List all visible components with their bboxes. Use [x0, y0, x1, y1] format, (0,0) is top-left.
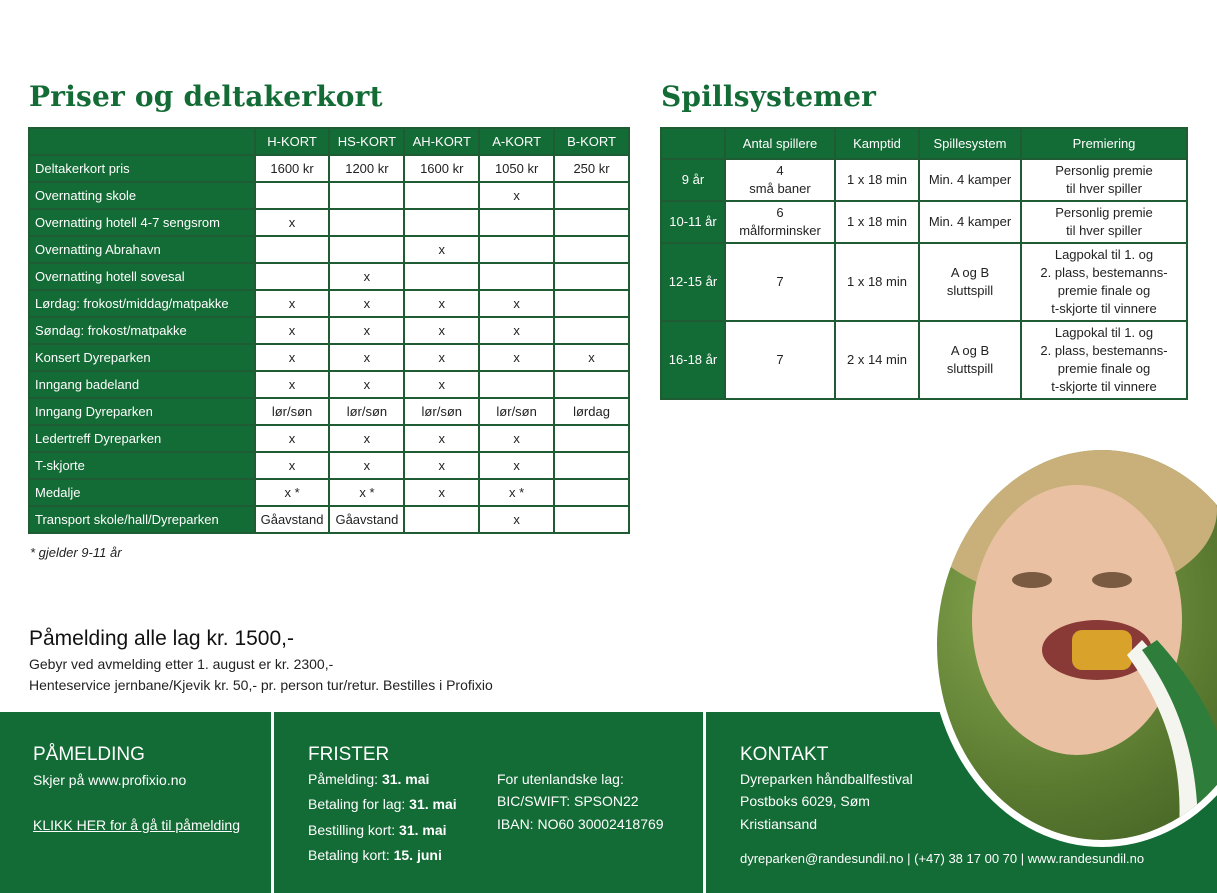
systems-col-players: Antal spillere [725, 128, 835, 159]
deadline-item [308, 796, 457, 812]
eye-left-shape [1012, 572, 1052, 588]
prices-cell: x [329, 290, 404, 317]
prize-cell [1021, 159, 1187, 201]
system-cell-line: sluttspill [946, 283, 994, 298]
prices-cell: x [329, 371, 404, 398]
prices-row-label: Inngang badeland [29, 371, 255, 398]
prices-cell: x [479, 452, 554, 479]
prices-cell: x [479, 425, 554, 452]
players-cell-line: målforminsker [739, 223, 821, 238]
photo-illustration [937, 450, 1217, 840]
prices-cell [554, 263, 629, 290]
prices-cell: 1200 kr [329, 155, 404, 182]
prize-cell-line: 2. plass, bestemanns- [1040, 265, 1168, 280]
prize-cell-line: Personlig premie [1055, 163, 1153, 178]
prices-cell: x [404, 479, 479, 506]
foreign-heading: For utenlandske lag: [497, 771, 624, 787]
prices-cell [554, 425, 629, 452]
prize-cell-line: til hver spiller [1066, 223, 1142, 238]
prices-row-label: Overnatting Abrahavn [29, 236, 255, 263]
prices-row-label: Konsert Dyreparken [29, 344, 255, 371]
systems-row-label: 12-15 år [661, 243, 725, 321]
prices-row [29, 209, 629, 236]
prices-cell: x [255, 317, 330, 344]
prices-cell: lør/søn [255, 398, 330, 425]
pamelding-heading: PÅMELDING [33, 744, 145, 765]
system-cell [919, 243, 1021, 321]
systems-table [660, 127, 1188, 400]
prices-cell: x [329, 263, 404, 290]
prices-cell [404, 263, 479, 290]
prices-cell [554, 209, 629, 236]
prize-cell-line: Lagpokal til 1. og [1054, 325, 1154, 340]
players-cell [725, 159, 835, 201]
players-cell-line: 7 [776, 352, 784, 367]
time-cell: 1 x 18 min [835, 243, 919, 321]
prices-cell: x [404, 290, 479, 317]
prices-cell: lør/søn [329, 398, 404, 425]
prices-cell: x [404, 317, 479, 344]
prices-row-label: Overnatting hotell 4-7 sengsrom [29, 209, 255, 236]
prices-row [29, 398, 629, 425]
prices-row [29, 236, 629, 263]
systems-row [661, 321, 1187, 399]
prices-header-empty [29, 128, 255, 155]
prices-cell [329, 182, 404, 209]
prices-col-a: A-KORT [479, 128, 554, 155]
kontakt-line-1: Dyreparken håndballfestival [740, 771, 913, 787]
prices-row [29, 290, 629, 317]
prices-cell: x [255, 290, 330, 317]
prices-cell [554, 182, 629, 209]
players-cell-line: 7 [776, 274, 784, 289]
prices-row [29, 425, 629, 452]
footer-divider [271, 712, 274, 893]
players-cell [725, 321, 835, 399]
prices-row [29, 155, 629, 182]
prices-cell: x [329, 425, 404, 452]
prices-row [29, 344, 629, 371]
prices-cell: 1050 kr [479, 155, 554, 182]
prices-row-label: Overnatting skole [29, 182, 255, 209]
systems-header-row [661, 128, 1187, 159]
deadline-date: 31. mai [399, 822, 447, 838]
prices-cell: x [255, 371, 330, 398]
prices-row-label: Søndag: frokost/matpakke [29, 317, 255, 344]
prices-cell: x [404, 452, 479, 479]
face-shape [972, 485, 1182, 755]
prices-cell [479, 371, 554, 398]
prices-title: Priser og deltakerkort [29, 80, 383, 113]
prices-row [29, 479, 629, 506]
prices-row-label: Transport skole/hall/Dyreparken [29, 506, 255, 533]
deadline-date: 15. juni [393, 847, 442, 863]
system-cell [919, 159, 1021, 201]
prices-row-label: Lørdag: frokost/middag/matpakke [29, 290, 255, 317]
prices-cell: x [404, 236, 479, 263]
prices-cell [479, 236, 554, 263]
prices-row-label: Overnatting hotell sovesal [29, 263, 255, 290]
prices-cell [554, 290, 629, 317]
system-cell-line: Min. 4 kamper [928, 214, 1012, 229]
time-cell: 1 x 18 min [835, 201, 919, 243]
kontakt-line-2: Postboks 6029, Søm [740, 793, 870, 809]
system-cell-line: Min. 4 kamper [928, 172, 1012, 187]
time-cell: 2 x 14 min [835, 321, 919, 399]
prices-row-label: T-skjorte [29, 452, 255, 479]
prices-cell [329, 236, 404, 263]
prices-cell: x * [479, 479, 554, 506]
prices-cell [479, 209, 554, 236]
systems-row [661, 243, 1187, 321]
deadline-label: Betaling kort: [308, 847, 394, 863]
system-cell-line: A og B [950, 343, 990, 358]
deadline-label: Bestilling kort: [308, 822, 400, 838]
prices-cell: 1600 kr [255, 155, 330, 182]
prices-cell: x [329, 452, 404, 479]
eye-right-shape [1092, 572, 1132, 588]
systems-row-label: 9 år [661, 159, 725, 201]
prices-col-b: B-KORT [554, 128, 629, 155]
systems-title: Spillsystemer [661, 80, 877, 113]
prices-cell [404, 182, 479, 209]
prices-cell: x [479, 317, 554, 344]
prize-cell-line: til hver spiller [1066, 181, 1142, 196]
prize-cell [1021, 243, 1187, 321]
prices-cell: Gåavstand [329, 506, 404, 533]
prices-cell: x [255, 452, 330, 479]
prices-col-ah: AH-KORT [404, 128, 479, 155]
systems-header-empty [661, 128, 725, 159]
players-cell-line: 4 [776, 163, 784, 178]
systems-col-prize: Premiering [1021, 128, 1187, 159]
systems-col-system: Spillesystem [919, 128, 1021, 159]
prices-cell: x [479, 290, 554, 317]
prices-cell [255, 236, 330, 263]
prize-cell-line: 2. plass, bestemanns- [1040, 343, 1168, 358]
systems-row-label: 16-18 år [661, 321, 725, 399]
registration-transport-text: Henteservice jernbane/Kjevik kr. 50,- pr. person tur/retur. Bestilles i Profixio [29, 677, 493, 693]
prices-row-label: Inngang Dyreparken [29, 398, 255, 425]
prices-cell: x [255, 344, 330, 371]
prize-cell-line: Lagpokal til 1. og [1054, 247, 1154, 262]
deadline-item [308, 822, 447, 838]
deadline-label: Påmelding: [308, 771, 382, 787]
players-cell-line: 6 [776, 205, 784, 220]
system-cell-line: sluttspill [946, 361, 994, 376]
time-cell: 1 x 18 min [835, 159, 919, 201]
prices-cell: x [404, 371, 479, 398]
prices-table [28, 127, 630, 534]
register-link[interactable]: KLIKK HER for å gå til påmelding [33, 817, 240, 833]
prices-row [29, 263, 629, 290]
prices-cell: lørdag [554, 398, 629, 425]
prices-cell [255, 263, 330, 290]
kontakt-heading: KONTAKT [740, 744, 829, 765]
prices-cell: Gåavstand [255, 506, 330, 533]
systems-row-label: 10-11 år [661, 201, 725, 243]
prices-cell [554, 452, 629, 479]
prices-row [29, 371, 629, 398]
systems-row [661, 159, 1187, 201]
prices-row [29, 182, 629, 209]
prices-cell: x [404, 425, 479, 452]
prices-cell: lør/søn [404, 398, 479, 425]
registration-fee-text: Gebyr ved avmelding etter 1. august er kr. 2300,- [29, 656, 334, 672]
iban-text: IBAN: NO60 30002418769 [497, 816, 664, 832]
kontakt-line-3: Kristiansand [740, 816, 818, 832]
prices-cell [404, 506, 479, 533]
prices-cell: 250 kr [554, 155, 629, 182]
prices-row-label: Ledertreff Dyreparken [29, 425, 255, 452]
pamelding-text: Skjer på www.profixio.no [33, 772, 187, 788]
systems-col-time: Kamptid [835, 128, 919, 159]
deadline-date: 31. mai [381, 771, 430, 787]
prices-cell [554, 317, 629, 344]
players-cell [725, 201, 835, 243]
prices-cell [404, 209, 479, 236]
prize-cell-line: premie finale og [1057, 283, 1151, 298]
prices-cell: x [255, 209, 330, 236]
bic-text: BIC/SWIFT: SPSON22 [497, 793, 639, 809]
prices-cell: x [329, 344, 404, 371]
prices-row-label: Medalje [29, 479, 255, 506]
prices-row [29, 506, 629, 533]
registration-title: Påmelding alle lag kr. 1500,- [29, 627, 294, 650]
system-cell [919, 321, 1021, 399]
prices-header-row [29, 128, 629, 155]
deadline-item [308, 847, 442, 863]
prize-cell-line: Personlig premie [1055, 205, 1153, 220]
prices-cell [479, 263, 554, 290]
prices-row [29, 452, 629, 479]
prices-cell: x [479, 344, 554, 371]
system-cell-line: A og B [950, 265, 990, 280]
prices-cell: x * [329, 479, 404, 506]
prices-cell: x [404, 344, 479, 371]
prices-footnote: * gjelder 9-11 år [30, 545, 122, 560]
contact-info: dyreparken@randesundil.no | (+47) 38 17 00 70 | www.randesundil.no [740, 851, 1145, 866]
prize-cell [1021, 321, 1187, 399]
players-cell-line: små baner [749, 181, 811, 196]
frister-heading: FRISTER [308, 744, 390, 765]
prices-col-h: H-KORT [255, 128, 330, 155]
prices-cell: x [255, 425, 330, 452]
prices-cell [554, 479, 629, 506]
players-cell [725, 243, 835, 321]
prize-cell-line: t-skjorte til vinnere [1051, 379, 1157, 394]
medal-shape [1072, 630, 1132, 670]
prize-cell [1021, 201, 1187, 243]
prices-cell [329, 209, 404, 236]
prices-cell: lør/søn [479, 398, 554, 425]
prices-cell: x [479, 506, 554, 533]
prices-cell [554, 236, 629, 263]
prize-cell-line: premie finale og [1057, 361, 1151, 376]
prices-cell [554, 506, 629, 533]
prices-cell: x [554, 344, 629, 371]
prices-row-label: Deltakerkort pris [29, 155, 255, 182]
prices-cell [554, 371, 629, 398]
systems-row [661, 201, 1187, 243]
deadline-date: 31. mai [409, 796, 457, 812]
prices-col-hs: HS-KORT [329, 128, 404, 155]
deadline-label: Betaling for lag: [308, 796, 410, 812]
prices-cell: x * [255, 479, 330, 506]
prices-cell: x [479, 182, 554, 209]
prices-cell [255, 182, 330, 209]
system-cell [919, 201, 1021, 243]
prices-cell: 1600 kr [404, 155, 479, 182]
deadline-item [308, 771, 429, 787]
prices-cell: x [329, 317, 404, 344]
prize-cell-line: t-skjorte til vinnere [1051, 301, 1157, 316]
footer-divider [703, 712, 706, 893]
prices-row [29, 317, 629, 344]
